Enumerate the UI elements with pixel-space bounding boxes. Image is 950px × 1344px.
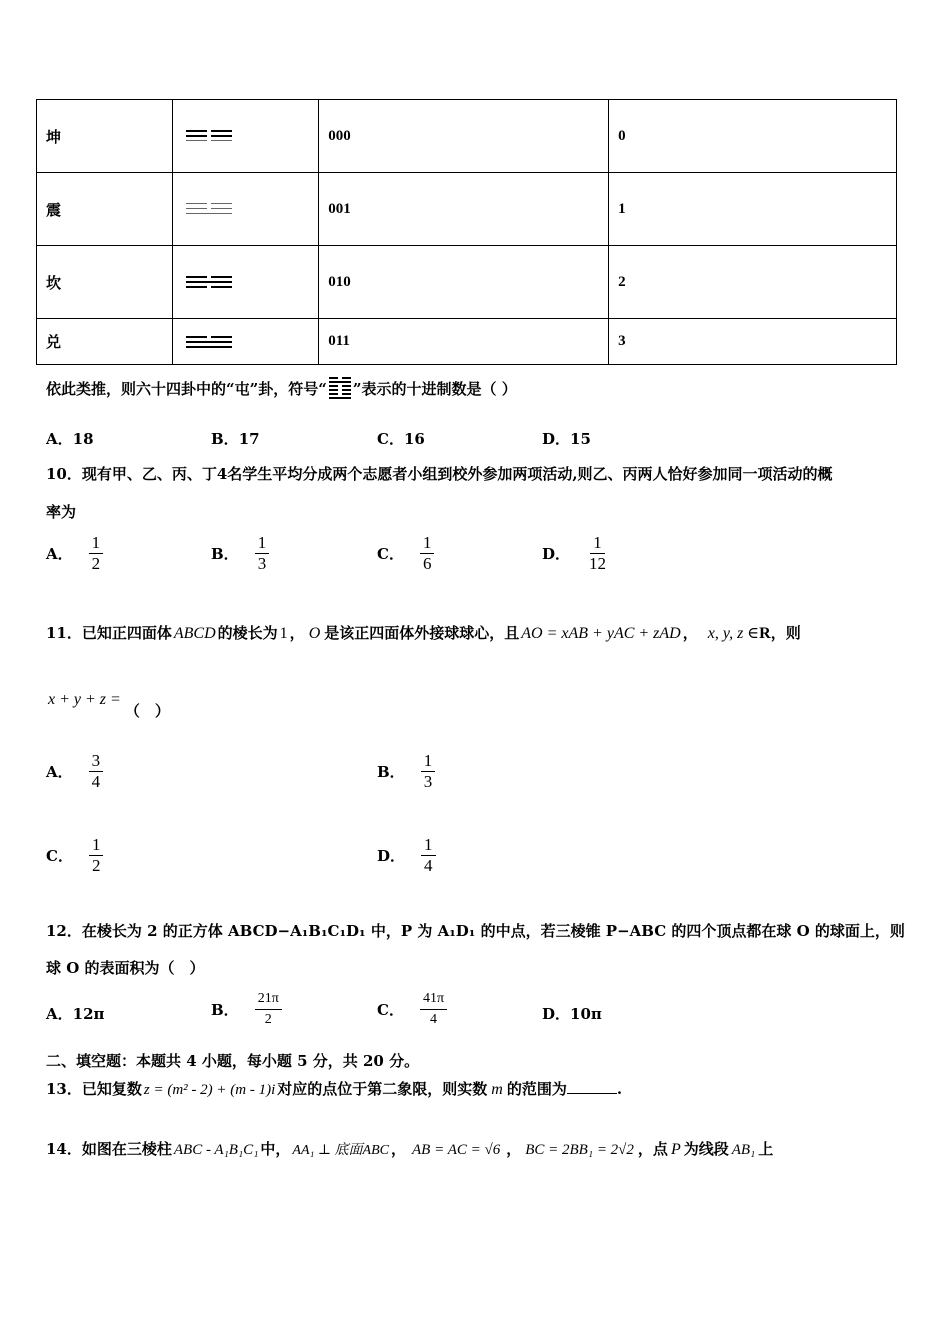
trigram-binary: 001 <box>319 173 609 246</box>
numerator: 21π <box>255 989 282 1010</box>
option-c[interactable] <box>377 428 425 449</box>
text: 14．如图在三棱柱 <box>46 1140 172 1158</box>
option-value: 15 <box>570 430 591 448</box>
option-label: D． <box>542 545 571 563</box>
denominator: 6 <box>422 554 432 573</box>
fraction <box>89 533 104 574</box>
trigram-name: 兑 <box>37 319 173 365</box>
table-row <box>37 319 897 365</box>
option-label: B． <box>377 763 405 781</box>
text: ， <box>289 624 305 642</box>
option-label: A． <box>46 1005 73 1023</box>
math: AA₁ ⊥ 底面ABC <box>292 1143 389 1158</box>
trigram-binary: 011 <box>319 319 609 365</box>
trigram-name: 震 <box>37 173 173 246</box>
denominator: 2 <box>91 856 101 875</box>
option-value: 18 <box>72 430 94 448</box>
fraction <box>421 835 436 876</box>
text: 中， <box>260 1140 291 1158</box>
option-d[interactable] <box>542 1003 602 1024</box>
math: BC = 2BB₁ = 2√2 <box>525 1142 634 1158</box>
option-b[interactable] <box>211 533 269 574</box>
math: P <box>670 1141 681 1158</box>
option-value: 16 <box>403 430 425 448</box>
kun-trigram-icon <box>186 130 232 142</box>
option-label: D． <box>542 430 571 448</box>
text: （ ） <box>124 702 170 720</box>
option-a[interactable] <box>46 1003 105 1024</box>
option-d[interactable] <box>542 533 609 574</box>
numerator: 3 <box>89 751 104 772</box>
math: 1 <box>279 625 288 642</box>
option-a[interactable] <box>46 751 103 792</box>
option-a[interactable] <box>46 533 103 574</box>
option-label: B． <box>211 430 239 448</box>
trigram-name: 坎 <box>37 246 173 319</box>
text: ， <box>682 624 698 642</box>
text: ， <box>506 1140 522 1158</box>
text: . <box>616 1080 623 1098</box>
text: 13．已知复数 <box>46 1080 142 1098</box>
trigram-binary: 010 <box>319 246 609 319</box>
question-9-text-a: 依此类推，则六十四卦中的“屯”卦，符号“ <box>46 379 327 398</box>
option-c[interactable] <box>377 989 447 1030</box>
math: ABC - A₁B₁C₁ <box>173 1142 259 1158</box>
denominator: 3 <box>423 772 433 791</box>
option-b[interactable] <box>377 751 435 792</box>
question-10-line2: 率为 <box>46 503 77 521</box>
numerator: 1 <box>89 835 104 856</box>
question-12-line1: 12．在棱长为 2 的正方体 ABCD−A₁B₁C₁D₁ 中，P 为 A₁D₁ 的中点，若三棱锥 P−ABC 的四个顶点都在球 O 的球面上，则 <box>46 922 905 940</box>
trigram-decimal: 2 <box>609 246 897 319</box>
dui-trigram-icon <box>186 336 232 348</box>
answer-blank[interactable] <box>567 1079 617 1094</box>
text: 的棱长为 <box>217 624 278 642</box>
option-label: A． <box>46 545 73 563</box>
numerator: 1 <box>420 533 435 554</box>
denominator: 12 <box>589 554 607 573</box>
math: AB₁ <box>731 1142 756 1158</box>
question-10-line1: 10．现有甲、乙、丙、丁4名学生平均分成两个志愿者小组到校外参加两项活动,则乙、丙两人恰好参加同一项活动的概 <box>46 465 833 483</box>
question-14 <box>46 1138 773 1159</box>
denominator: 4 <box>424 856 433 875</box>
math: ABCD <box>173 625 216 642</box>
numerator: 1 <box>421 751 436 772</box>
option-d[interactable] <box>377 835 436 876</box>
option-d[interactable] <box>542 428 591 449</box>
fraction <box>255 533 270 574</box>
trigram-binary: 000 <box>319 100 609 173</box>
denominator: 2 <box>264 1012 272 1027</box>
zhun-hexagram-icon <box>329 377 351 399</box>
option-label: A． <box>46 430 73 448</box>
trigram-symbol <box>172 319 319 365</box>
kan-trigram-icon <box>186 276 232 288</box>
fraction <box>421 751 436 792</box>
math: z = (m² - 2) + (m - 1)i <box>143 1082 276 1098</box>
numerator: 1 <box>590 533 605 554</box>
text: 上 <box>758 1140 774 1158</box>
table-row <box>37 100 897 173</box>
option-label: A． <box>46 763 73 781</box>
table-row <box>37 173 897 246</box>
denominator: 2 <box>91 554 101 573</box>
option-label: B． <box>211 1001 239 1019</box>
option-label: B． <box>211 545 239 563</box>
math: x, y, z ∈ <box>707 625 760 642</box>
numerator: 41π <box>420 989 447 1010</box>
math: O <box>308 625 321 642</box>
option-label: C． <box>377 1001 404 1019</box>
fraction <box>89 751 104 792</box>
trigram-decimal: 3 <box>609 319 897 365</box>
table-row <box>37 246 897 319</box>
section-heading: 二、填空题：本题共 4 小题，每小题 5 分，共 20 分。 <box>46 1052 420 1070</box>
trigram-decimal: 0 <box>609 100 897 173</box>
trigram-table <box>36 99 897 365</box>
math: R <box>759 625 771 642</box>
text: ， <box>391 1140 407 1158</box>
text: 11．已知正四面体 <box>46 624 172 642</box>
trigram-name: 坤 <box>37 100 173 173</box>
trigram-symbol <box>172 173 319 246</box>
question-9-stem <box>46 368 517 408</box>
math: x + y + z = <box>48 691 121 708</box>
math: m <box>491 1081 503 1098</box>
question-11-line2 <box>48 688 170 720</box>
option-a[interactable] <box>46 428 94 449</box>
option-label: C． <box>46 847 73 865</box>
denominator: 4 <box>91 772 101 791</box>
option-c[interactable] <box>377 533 434 574</box>
option-value: 12π <box>72 1005 105 1023</box>
text: 是该正四面体外接球球心，且 <box>324 624 520 642</box>
question-12-line2: 球 O 的表面积为（ ） <box>46 959 205 977</box>
option-value: 17 <box>238 430 260 448</box>
numerator: 1 <box>421 835 436 856</box>
text: ，则 <box>770 624 801 642</box>
math: AO = xAB + yAC + zAD <box>521 625 681 642</box>
trigram-symbol <box>172 100 319 173</box>
fraction <box>420 989 447 1030</box>
denominator: 3 <box>257 554 267 573</box>
numerator: 1 <box>255 533 270 554</box>
fraction <box>586 533 609 574</box>
trigram-symbol <box>172 246 319 319</box>
option-value: 10π <box>570 1005 602 1023</box>
question-13 <box>46 1078 622 1099</box>
question-9-text-b: ”表示的十进制数是（ ） <box>352 379 517 398</box>
option-label: D． <box>542 1005 571 1023</box>
text: ，点 <box>637 1140 668 1158</box>
option-label: C． <box>377 545 404 563</box>
option-b[interactable] <box>211 989 282 1030</box>
fraction <box>420 533 435 574</box>
trigram-decimal: 1 <box>609 173 897 246</box>
zhen-trigram-icon <box>186 203 232 215</box>
option-label: C． <box>377 430 404 448</box>
question-11-line1 <box>46 622 801 643</box>
numerator: 1 <box>89 533 104 554</box>
text: 对应的点位于第二象限，则实数 <box>277 1080 488 1098</box>
text: 的范围为 <box>506 1080 567 1098</box>
denominator: 4 <box>429 1012 437 1027</box>
option-label: D． <box>377 847 406 865</box>
option-b[interactable] <box>211 428 260 449</box>
option-c[interactable] <box>46 835 103 876</box>
fraction <box>89 835 104 876</box>
math: AB = AC = √6 <box>412 1142 501 1158</box>
fraction <box>255 989 282 1030</box>
text: 为线段 <box>683 1140 729 1158</box>
